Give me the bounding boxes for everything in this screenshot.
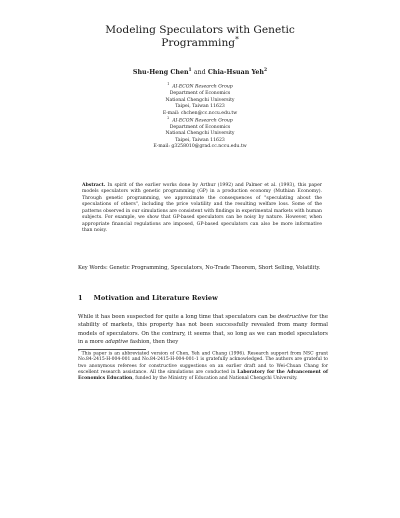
body-text-1: While it has been suspected for quite a long time that speculators can be [78,314,278,320]
affiliation-2-group-name: AI-ECON Research Group [172,118,233,124]
abstract-text: In spirit of the earlier works done by Arthur (1992) and Palmer et al. (1993), this paper models speculators with genetic programming (GP) in a production economy (Muthian Economy). Through genetic programming, we approximate the consequences of "speculating about the speculations of others", including the price volatility and the resulting welfare loss. Some of the patterns observed in our simulations are consistent with findings in experimental markets with human subjects. For example, we show that GP-based speculators can be noisy by nature. However, when appropriate financial regulations are imposed, GP-based speculators can also be more informative than noisy. [82,183,322,234]
author-conjunction: and [193,69,206,76]
affiliation-1-group-name: AI-ECON Research Group [172,84,233,90]
abstract [82,183,322,235]
affiliation-2-email: E-mail: g3258010@grad.cc.nccu.edu.tw [153,144,247,150]
author-list [0,69,400,77]
section-heading [78,294,218,302]
affiliation-2-dept: Department of Economics [169,124,231,130]
title-line-2-text: Programming [161,37,236,49]
title-line-1: Modeling Speculators with Genetic [105,24,295,36]
section-number: 1 [78,294,83,302]
author-2: Chia-Hsuan Yeh [207,69,264,76]
footnote-mark: * [78,348,80,353]
section-title: Motivation and Literature Review [93,294,218,302]
footnote-rule [78,349,146,350]
footnote-text-1: This paper is an abbreviated version of Chen, Yeh and Chang (1996). Research support from NSC grant No.84-2415-H-004-001 and No.84-2415-H-004-001-1 is gratefully acknowledged. The authors are grateful to two anonymous referees for constructive suggestions on an earlier draft and to Wei-Chuan Chang for excellent research assistance. All the simulations are conducted in [78,351,328,375]
affiliation-2-group [0,115,400,125]
body-text-3: fashion, then they [128,339,179,346]
author-1: Shu-Heng Chen [132,69,189,76]
affiliation-2-univ: National Chengchi University [165,131,235,137]
footnote-lab-name: Laboratory for the Advancement of Economics Education [78,369,328,382]
body-emphasis-2: adaptive [105,339,129,346]
author-1-mark: 1 [188,67,192,73]
affiliation-2-mark: 2 [167,115,170,120]
footnote [78,348,328,383]
keywords: Key Words: Genetic Programming, Speculators, No-Trade Theorem, Short Selling, Volatility. [78,265,321,271]
body-paragraph [78,313,328,347]
affiliation-2-city: Taipei, Taiwan 11623 [175,137,225,143]
affiliations [0,84,400,151]
title-footnote-mark: * [235,34,239,44]
body-text-2: for the stability of markets, this property has not been successfully revealed from many formal models of speculators. On the contrary, it seems that, so long as we can model speculators in a more [78,314,328,346]
affiliation-1-dept: Department of Economics [169,91,231,97]
affiliation-1-email: E-mail: chchen@cc.nccu.edu.tw [162,110,238,116]
footnote-text-2: , funded by the Ministry of Education and National Chengchi University. [132,376,298,382]
body-emphasis-1: destructive [277,314,309,320]
title-line-2 [0,34,400,50]
paper-title [0,24,400,50]
author-2-mark: 2 [264,67,268,73]
affiliation-1-univ: National Chengchi University [165,97,235,103]
abstract-label: Abstract. [82,183,106,188]
affiliation-1-city: Taipei, Taiwan 11623 [175,104,225,110]
affiliation-1-mark: 1 [167,82,170,86]
